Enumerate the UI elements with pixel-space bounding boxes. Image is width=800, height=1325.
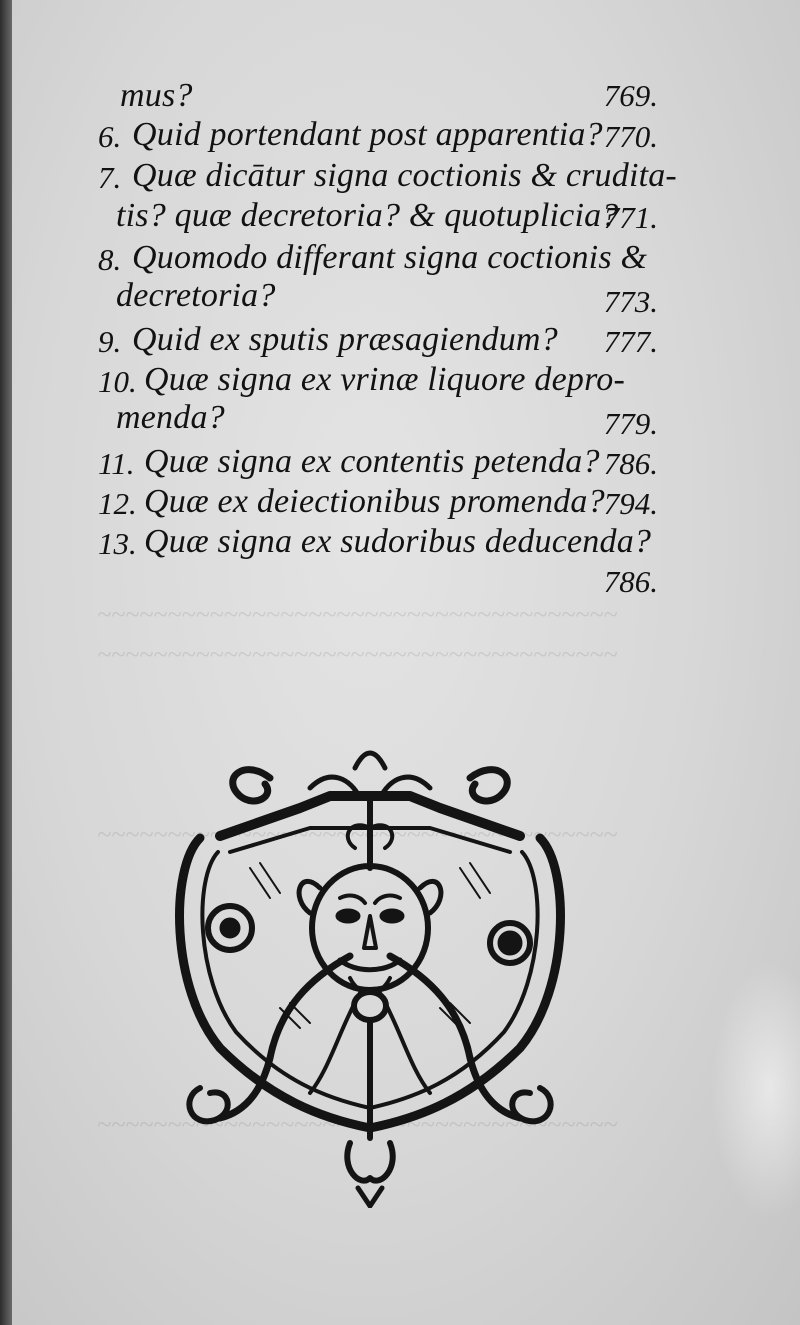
toc-line-text: Quæ ex deiectionibus promenda? [144, 483, 605, 520]
bleed-through-texture: ~~~~~~~~~~~~~~~~~~~~~~~~~~~~~~~~~~~~~ [97, 1110, 618, 1139]
toc-item-number: 11. [98, 446, 135, 481]
toc-item-number: 13. [98, 526, 137, 561]
toc-line-text: menda? [116, 399, 225, 436]
bleed-through-texture: ~~~~~~~~~~~~~~~~~~~~~~~~~~~~~~~~~~~~~ [97, 820, 618, 849]
toc-line-text: Quid ex sputis præsagiendum? [132, 321, 558, 358]
bleed-through-texture: ~~~~~~~~~~~~~~~~~~~~~~~~~~~~~~~~~~~~~ [97, 640, 618, 669]
toc-page-number: 794. [603, 486, 658, 521]
toc-item-number: 9. [98, 324, 122, 359]
page-gutter-shadow [0, 0, 12, 1325]
toc-page-number: 770. [603, 119, 658, 154]
toc-page-number: 779. [603, 406, 658, 441]
toc-line-text: tis? quæ decretoria? & quotuplicia? [116, 197, 619, 234]
toc-page-number: 771. [603, 200, 658, 235]
toc-item-number: 7. [98, 160, 122, 195]
toc-item-number: 8. [98, 242, 122, 277]
toc-page-number: 769. [603, 78, 658, 113]
table-of-contents [12, 0, 800, 620]
toc-line-text: Quæ dicātur signa coctionis & crudita- [132, 157, 677, 194]
toc-line-text: mus? [120, 77, 193, 114]
toc-line-text: Quæ signa ex vrinæ liquore depro- [144, 361, 625, 398]
toc-page-number: 773. [603, 284, 658, 319]
grotesque-mask-cartouche-icon [160, 748, 580, 1208]
toc-line-text: Quæ signa ex contentis petenda? [144, 443, 600, 480]
toc-item-number: 6. [98, 119, 122, 154]
toc-page-number: 786. [603, 446, 658, 481]
book-page [12, 0, 800, 1325]
toc-item-number: 10. [98, 364, 137, 399]
toc-item-number: 12. [98, 486, 137, 521]
paper-stain [710, 960, 800, 1220]
toc-page-number: 786. [603, 564, 658, 599]
bleed-through-texture: ~~~~~~~~~~~~~~~~~~~~~~~~~~~~~~~~~~~~~ [97, 600, 618, 629]
toc-line-text: decretoria? [116, 277, 276, 314]
toc-page-number: 777. [603, 324, 658, 359]
toc-line-text: Quæ signa ex sudoribus deducenda? [144, 523, 652, 560]
toc-line-text: Quomodo differant signa coctionis & [132, 239, 648, 276]
toc-line-text: Quid portendant post apparentia? [132, 116, 603, 153]
